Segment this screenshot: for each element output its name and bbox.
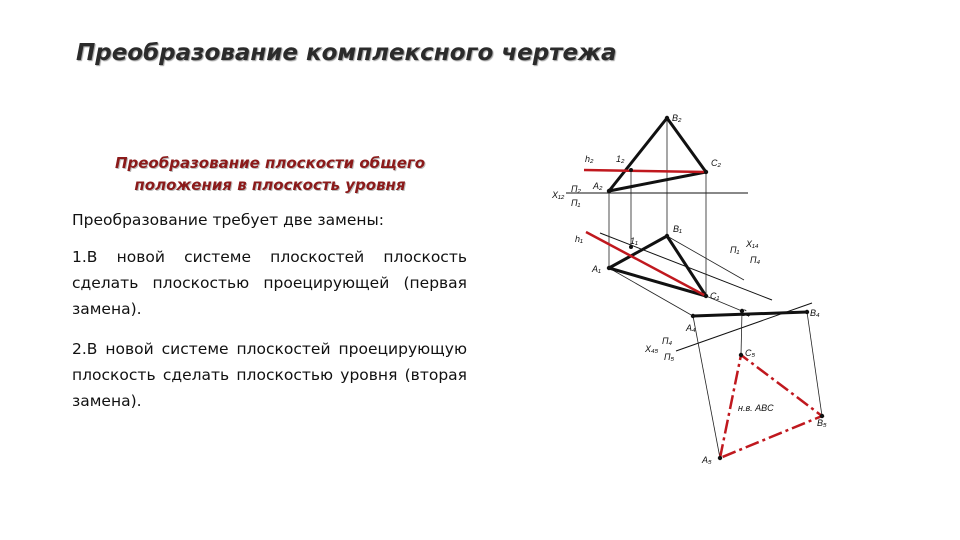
intro-paragraph: Преобразование требует две замены:	[72, 211, 384, 229]
label-c2: C₂	[711, 158, 721, 168]
projection-lines	[609, 118, 822, 458]
slide-title: Преобразование комплексного чертежа	[76, 40, 617, 66]
subtitle-line-1: Преобразование плоскости общего	[114, 154, 426, 172]
label-a4: A₄	[686, 323, 696, 333]
label-x12: X₁₂	[552, 190, 565, 200]
label-x14: X₁₄	[746, 239, 759, 249]
label-a5: A₅	[702, 455, 712, 465]
label-pi1-a: П₁	[571, 198, 581, 208]
label-true-shape: н.в. ABC	[738, 403, 774, 413]
label-h1: h₁	[575, 234, 583, 244]
label-pi4-b: П₄	[750, 255, 761, 265]
label-b1: B₁	[673, 224, 682, 234]
label-c4: C₄	[740, 308, 751, 318]
label-a2: A₂	[593, 181, 603, 191]
label-b2: B₂	[672, 113, 682, 123]
label-pi1-b: П₁	[730, 245, 740, 255]
label-point1-2: 1₂	[616, 154, 625, 164]
label-pi5-c: П₅	[664, 352, 675, 362]
horizontal-h2	[584, 170, 706, 172]
label-h2: h₂	[585, 154, 594, 164]
label-c1: C₁	[710, 291, 720, 301]
label-b5: B₅	[817, 418, 827, 428]
label-a1: A₁	[592, 264, 601, 274]
subtitle-line-2: положения в плоскость уровня	[134, 176, 406, 194]
label-x45: X₄₅	[645, 344, 659, 354]
label-b4: B₄	[810, 308, 820, 318]
label-c5: C₅	[745, 348, 756, 358]
label-point1-1: 1₁	[630, 236, 638, 246]
label-pi2-a: П₂	[571, 184, 581, 194]
label-pi4-c: П₄	[662, 336, 673, 346]
step-one-paragraph: 1.В новой системе плоскостей плоскость сделать плоскостью проецирующей (первая замена).	[72, 248, 467, 318]
horizontal-h1	[586, 232, 706, 296]
step-two-paragraph: 2.В новой системе плоскостей проецирующую плоскость сделать плоскостью уровня (вторая замена).	[72, 340, 467, 410]
